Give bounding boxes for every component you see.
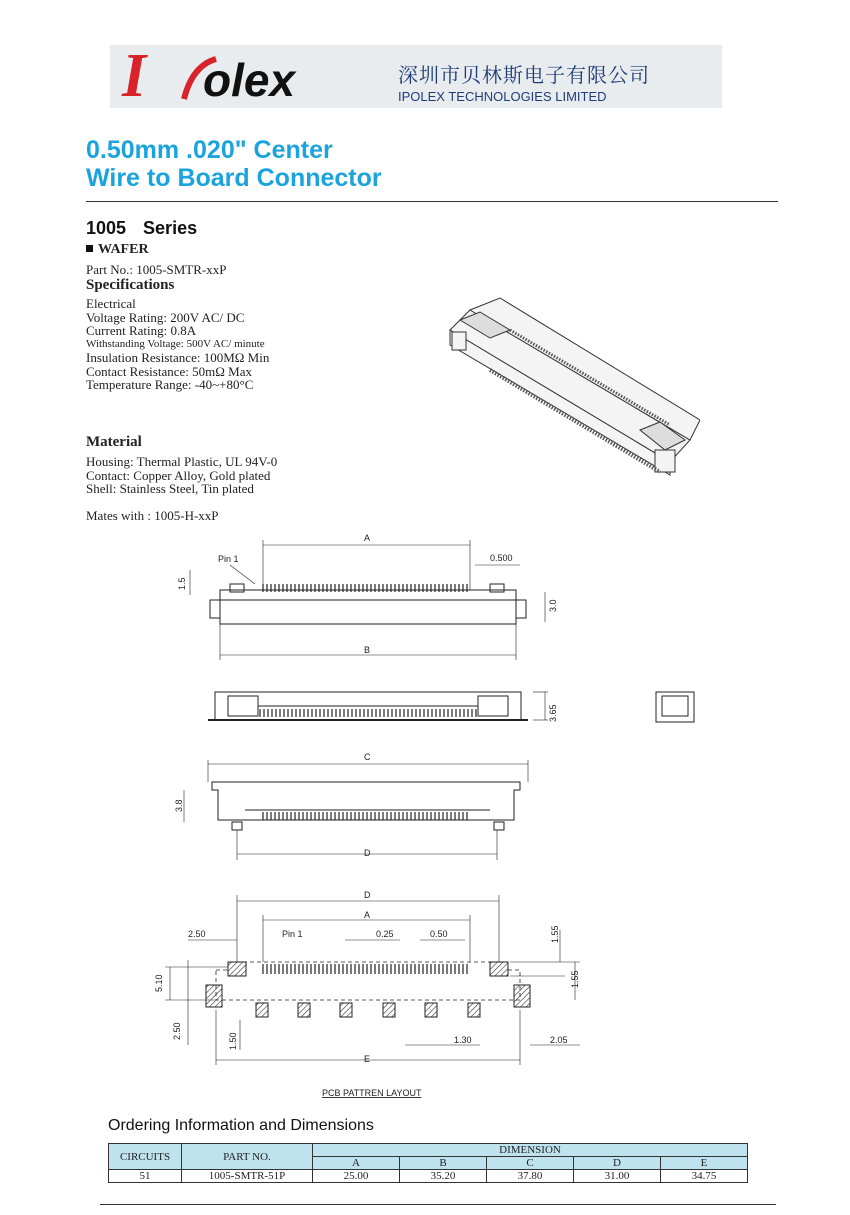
dim-a-label: A bbox=[364, 533, 371, 543]
part-number: Part No.: 1005-SMTR-xxP bbox=[86, 262, 227, 277]
col-c-header: C bbox=[487, 1157, 574, 1170]
pitch-label: 0.500 bbox=[490, 553, 513, 563]
page-title-line2: Wire to Board Connector bbox=[86, 164, 382, 192]
logo-letter-i: I bbox=[122, 45, 145, 108]
cell-c: 37.80 bbox=[487, 1170, 574, 1183]
pin1-label: Pin 1 bbox=[218, 554, 239, 564]
cell-b: 35.20 bbox=[400, 1170, 487, 1183]
spec-item: Electrical bbox=[86, 296, 136, 311]
pcb-dim-155b-label: 1.55 bbox=[570, 970, 580, 988]
col-dimension-header: DIMENSION bbox=[313, 1144, 748, 1157]
spec-item: Temperature Range: -40~+80°C bbox=[86, 377, 254, 392]
mates-with: Mates with : 1005-H-xxP bbox=[86, 508, 219, 523]
connector-3d-image bbox=[440, 290, 700, 480]
height-3-8-label: 3.8 bbox=[174, 799, 184, 812]
pcb-dim-150-label: 1.50 bbox=[228, 1032, 238, 1050]
pcb-dim-050-label: 0.50 bbox=[430, 929, 448, 939]
spec-item: Voltage Rating: 200V AC/ DC bbox=[86, 309, 245, 325]
col-b-header: B bbox=[400, 1157, 487, 1170]
pcb-dim-a-label: A bbox=[364, 910, 371, 920]
bottom-view bbox=[184, 760, 528, 860]
company-name-chinese: 深圳市贝林斯电子有限公司 bbox=[398, 63, 650, 87]
depth-3-0-label: 3.0 bbox=[548, 599, 558, 612]
height-3-65-label: 3.65 bbox=[548, 704, 558, 722]
material-heading: Material bbox=[86, 434, 142, 450]
pcb-dim-130-label: 1.30 bbox=[454, 1035, 472, 1045]
bullet-square-icon bbox=[86, 245, 93, 252]
material-list bbox=[86, 455, 277, 496]
table-row bbox=[109, 1170, 748, 1183]
divider bbox=[86, 201, 778, 202]
pcb-dim-d-label: D bbox=[364, 890, 371, 900]
material-item: Contact: Copper Alloy, Gold plated bbox=[86, 467, 271, 483]
col-e-header: E bbox=[661, 1157, 748, 1170]
company-name-english: IPOLEX TECHNOLOGIES LIMITED bbox=[398, 89, 607, 104]
spec-item: Contact Resistance: 50mΩ Max bbox=[86, 363, 252, 379]
col-a-header: A bbox=[313, 1157, 400, 1170]
technical-drawing bbox=[0, 520, 850, 1110]
pcb-caption: PCB PATTREN LAYOUT bbox=[322, 1088, 422, 1098]
spec-item: Withstanding Voltage: 500V AC/ minute bbox=[86, 337, 265, 350]
cell-circuits: 51 bbox=[109, 1170, 182, 1183]
pcb-dim-510-label: 5.10 bbox=[154, 974, 164, 992]
top-view-pins bbox=[263, 584, 467, 592]
wafer-heading bbox=[86, 242, 149, 258]
cell-d: 31.00 bbox=[574, 1170, 661, 1183]
material-item: Shell: Stainless Steel, Tin plated bbox=[86, 481, 254, 496]
pcb-dim-e-label: E bbox=[364, 1054, 371, 1064]
pcb-dim-250v-label: 2.50 bbox=[172, 1022, 182, 1040]
col-d-header: D bbox=[574, 1157, 661, 1170]
specifications-heading: Specifications bbox=[86, 277, 175, 293]
col-part-header: PART NO. bbox=[182, 1144, 313, 1170]
side-view bbox=[208, 692, 694, 722]
height-1-5-label: 1.5 bbox=[177, 577, 187, 590]
side-view-pins bbox=[260, 709, 476, 717]
spec-item: Insulation Resistance: 100MΩ Min bbox=[86, 350, 270, 365]
pcb-dim-250-label: 2.50 bbox=[188, 929, 206, 939]
spec-item: Current Rating: 0.8A bbox=[86, 323, 197, 338]
ordering-table bbox=[108, 1143, 748, 1183]
pcb-dim-025-label: 0.25 bbox=[376, 929, 394, 939]
logo-wordmark: olex bbox=[203, 54, 296, 106]
cell-part: 1005-SMTR-51P bbox=[182, 1170, 313, 1183]
dim-d-label: D bbox=[364, 848, 371, 858]
series-heading: 1005 Series bbox=[86, 218, 198, 238]
divider bbox=[100, 1204, 776, 1205]
bottom-view-pins bbox=[263, 812, 467, 820]
material-item: Housing: Thermal Plastic, UL 94V-0 bbox=[86, 454, 278, 469]
cell-a: 25.00 bbox=[313, 1170, 400, 1183]
header-banner bbox=[110, 45, 722, 108]
pcb-pin1-label: Pin 1 bbox=[282, 929, 303, 939]
ordering-heading: Ordering Information and Dimensions bbox=[108, 1117, 374, 1134]
pcb-dim-155a-label: 1.55 bbox=[550, 925, 560, 943]
col-circuits-header: CIRCUITS bbox=[109, 1144, 182, 1170]
page-title-line1: 0.50mm .020" Center bbox=[86, 136, 333, 164]
pcb-pins bbox=[263, 964, 467, 974]
specifications-list bbox=[86, 297, 269, 392]
wafer-label: WAFER bbox=[98, 242, 149, 257]
pcb-dim-205-label: 2.05 bbox=[550, 1035, 568, 1045]
dim-b-label: B bbox=[364, 645, 371, 655]
cell-e: 34.75 bbox=[661, 1170, 748, 1183]
dim-c-label: C bbox=[364, 752, 371, 762]
